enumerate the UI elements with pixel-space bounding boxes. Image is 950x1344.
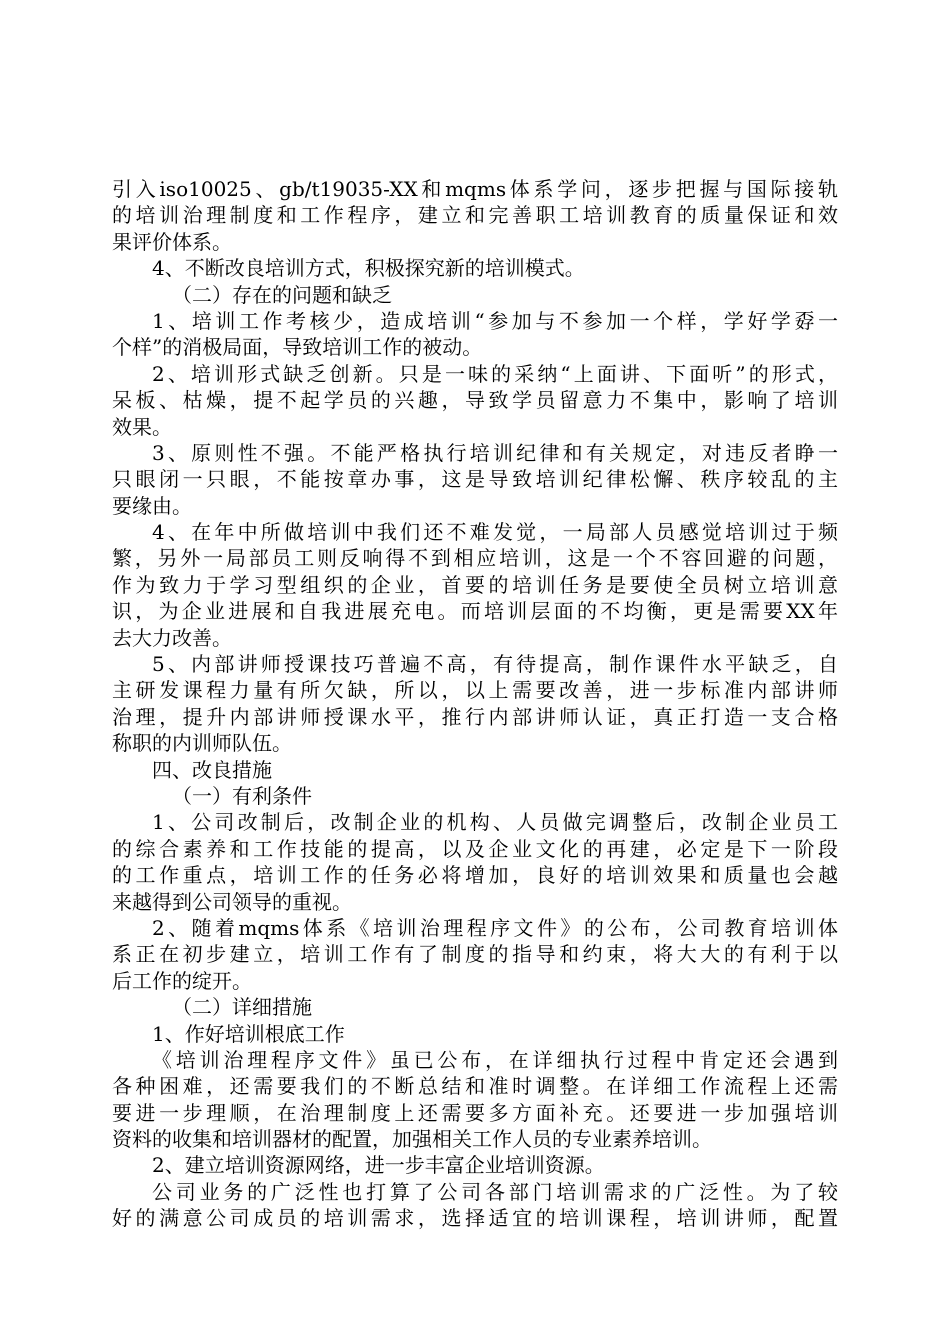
text-line: 主研发课程力量有所欠缺，所以，以上需要改善，进一步标准内部讲师 (112, 678, 838, 703)
text-line: 来越得到公司领导的重视。 (112, 889, 352, 914)
text-line: 个样”的消极局面，导致培训工作的被动。 (112, 335, 483, 360)
text-line: （二）详细措施 (172, 995, 312, 1020)
text-line: 2、培训形式缺乏创新。只是一味的采纳“上面讲、下面听”的形式， (152, 361, 838, 386)
text-line: 四、改良措施 (152, 757, 272, 782)
text-line: 的综合素养和工作技能的提高，以及企业文化的再建，必定是下一阶段 (112, 836, 838, 861)
text-line: 各种困难，还需要我们的不断总结和准时调整。在详细工作流程上还需 (112, 1074, 838, 1099)
text-line: 2、随着mqms体系《培训治理程序文件》的公布，公司教育培训体 (152, 915, 838, 940)
text-line: 称职的内训师队伍。 (112, 731, 292, 756)
text-line: 公司业务的广泛性也打算了公司各部门培训需求的广泛性。为了较 (152, 1179, 838, 1204)
text-line: 1、作好培训根底工作 (152, 1021, 345, 1046)
text-line: 效果。 (112, 414, 172, 439)
text-line: 识，为企业进展和自我进展充电。而培训层面的不均衡，更是需要XX年 (112, 599, 838, 624)
text-line: 5、内部讲师授课技巧普遍不高，有待提高，制作课件水平缺乏，自 (152, 652, 838, 677)
text-line: 要缘由。 (112, 493, 192, 518)
text-line: 的工作重点，培训工作的任务必将增加，良好的培训效果和质量也会越 (112, 863, 838, 888)
text-line: 1、培训工作考核少，造成培训“参加与不参加一个样，学好学孬一 (152, 308, 838, 333)
text-line: 要进一步理顺，在治理制度上还需要多方面补充。还要进一步加强培训 (112, 1100, 838, 1125)
text-line: 1、公司改制后，改制企业的机构、人员做完调整后，改制企业员工 (152, 810, 838, 835)
text-line: 好的满意公司成员的培训需求，选择适宜的培训课程，培训讲师，配置 (112, 1206, 838, 1231)
text-line: 引入iso10025、gb/t19035-XX和mqms体系学问，逐步把握与国际接轨 (112, 177, 838, 201)
text-line: 只眼闭一只眼，不能按章办事，这是导致培训纪律松懈、秩序较乱的主 (112, 467, 838, 492)
text-line: （一）有利条件 (172, 783, 312, 808)
text-line: 2、建立培训资源网络，进一步丰富企业培训资源。 (152, 1153, 605, 1178)
text-line: 的培训治理制度和工作程序，建立和完善职工培训教育的质量保证和效 (112, 203, 838, 228)
text-line: （二）存在的问题和缺乏 (172, 282, 392, 307)
text-line: 4、不断改良培训方式，积极探究新的培训模式。 (152, 256, 585, 281)
text-line: 繁，另外一局部员工则反响得不到相应培训，这是一个不容回避的问题， (112, 546, 838, 571)
text-line: 3、原则性不强。不能严格执行培训纪律和有关规定，对违反者睁一 (152, 440, 838, 465)
text-line: 呆板、枯燥，提不起学员的兴趣，导致学员留意力不集中，影响了培训 (112, 388, 838, 413)
document-body (112, 176, 838, 1232)
text-line: 4、在年中所做培训中我们还不难发觉，一局部人员感觉培训过于频 (152, 520, 838, 545)
text-line: 系正在初步建立，培训工作有了制度的指导和约束，将大大的有利于以 (112, 942, 838, 967)
text-line: 《培训治理程序文件》虽已公布，在详细执行过程中肯定还会遇到 (152, 1047, 838, 1072)
text-line: 后工作的绽开。 (112, 968, 252, 993)
text-line: 作为致力于学习型组织的企业，首要的培训任务是要使全员树立培训意 (112, 572, 838, 597)
text-line: 果评价体系。 (112, 229, 232, 254)
text-line: 治理，提升内部讲师授课水平，推行内部讲师认证，真正打造一支合格 (112, 704, 838, 729)
text-line: 资料的收集和培训器材的配置，加强相关工作人员的专业素养培训。 (112, 1127, 712, 1152)
text-line: 去大力改善。 (112, 625, 232, 650)
